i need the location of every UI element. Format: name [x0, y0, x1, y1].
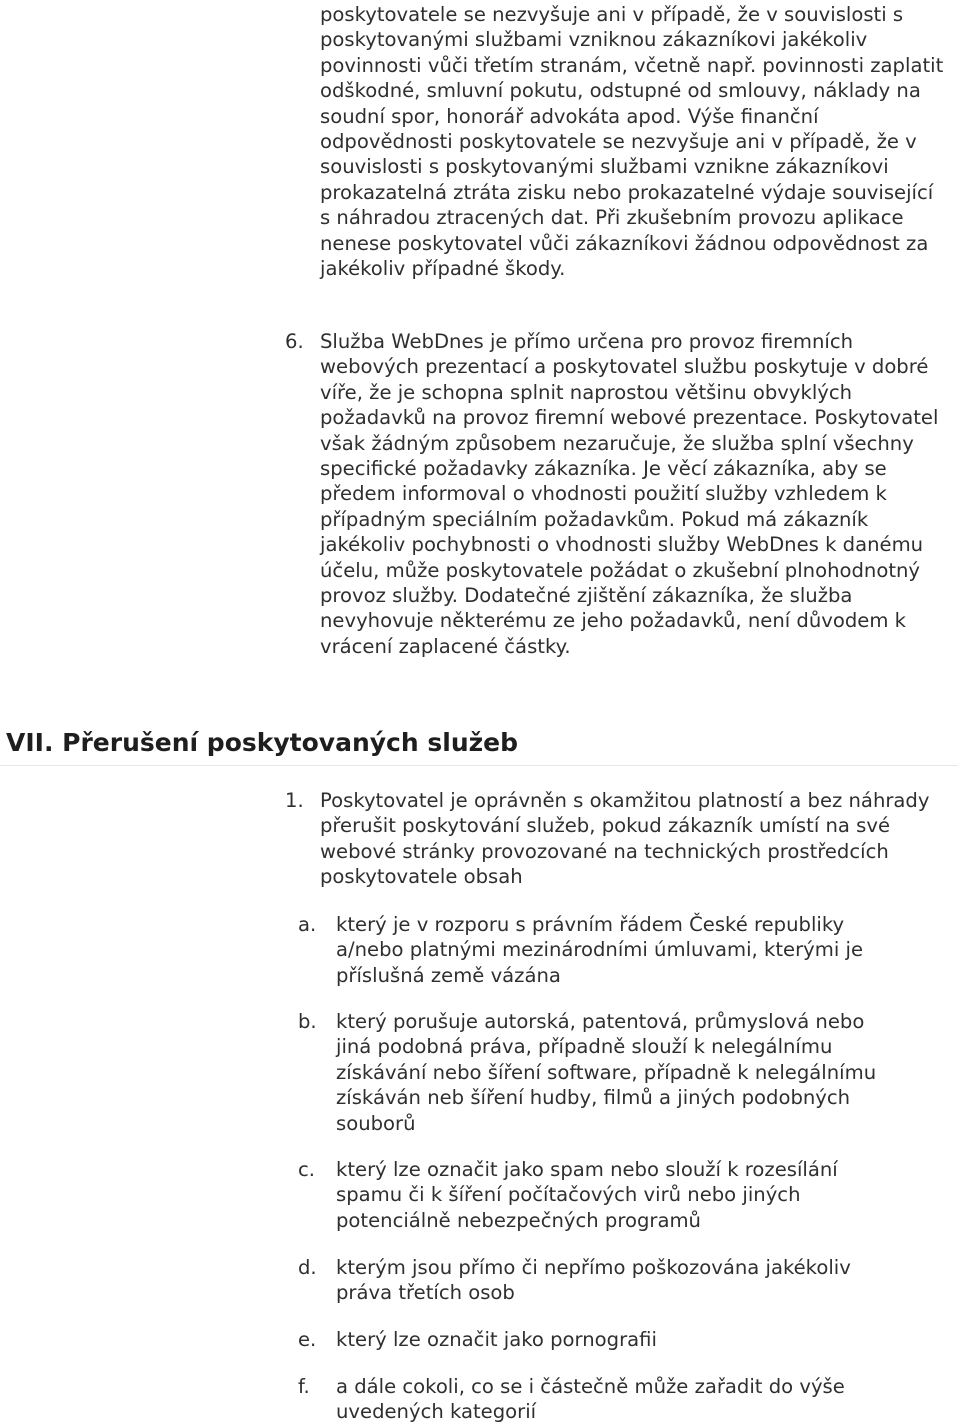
sub-item-label: c.	[298, 1158, 316, 1181]
sub-item-f	[298, 1374, 896, 1425]
sub-item-label: b.	[298, 1010, 317, 1033]
sub-item-b	[298, 1009, 896, 1136]
sub-item-text: který lze označit jako pornografii	[336, 1328, 657, 1351]
sub-item-label: f.	[298, 1375, 310, 1398]
sub-item-d	[298, 1255, 896, 1306]
sub-item-text: kterým jsou přímo či nepřímo poškozována jakékoliv práva třetích osob	[336, 1256, 851, 1305]
section-divider	[0, 765, 958, 766]
sub-item-c	[298, 1157, 896, 1233]
list-item-text: Služba WebDnes je přímo určena pro provoz firemních webových prezentací a poskytovatel službu poskytuje v dobré víře, že je schopna splnit naprostou většinu obvyklých požadavků na provoz firemní webové prezentace. Poskytovatel však žádným způsobem nezaručuje, že služba splní všechny specifické požadavky zákazníka. Je věcí zákazníka, aby se předem informoval o vhodnosti použití služby vzhledem k případným speciálním požadavkům. Pokud má zákazník jakékoliv pochybnosti o vhodnosti služby WebDnes k danému účelu, může poskytovatele požádat o zkušební plnohodnotný provoz služby. Dodatečné zjištění zákazníka, že služba nevyhovuje některému ze jeho požadavků, není důvodem k vrácení zaplacené částky.	[320, 330, 939, 658]
sub-item-text: který porušuje autorská, patentová, průmyslová nebo jiná podobná práva, případně slouží k nelegálnímu získávání nebo šíření software, případně k nelegálnímu získáván neb šíření hudby, filmů a jiných podobných souborů	[336, 1010, 877, 1135]
list-number: 1.	[285, 789, 304, 812]
sub-item-e	[298, 1327, 896, 1352]
sub-item-label: a.	[298, 913, 317, 936]
continuation-paragraph: poskytovatele se nezvyšuje ani v případě, že v souvislosti s poskytovanými službami vzniknou zákazníkovi jakékoliv povinnosti vůči třetím stranám, včetně např. povinnosti zaplatit odškodné, smluvní pokutu, odstupné od smlouvy, náklady na soudní spor, honorář advokáta apod. Výše finanční odpovědnosti poskytovatele se nezvyšuje ani v případě, že v souvislosti s poskytovanými službami vznikne zákazníkovi prokazatelná ztráta zisku nebo prokazatelné výdaje související s náhradou ztracených dat. Při zkušebním provozu aplikace nenese poskytovatel vůči zákazníkovi žádnou odpovědnost za jakékoliv případné škody.	[320, 3, 944, 281]
sub-item-label: e.	[298, 1328, 317, 1351]
sub-item-text: který je v rozporu s právním řádem České republiky a/nebo platnými mezinárodními úmluvami, kterými je příslušná země vázána	[336, 913, 863, 987]
sub-item-text: který lze označit jako spam nebo slouží k rozesílání spamu či k šíření počítačových virů nebo jiných potenciálně nebezpečných programů	[336, 1158, 838, 1232]
list-number: 6.	[285, 330, 304, 353]
sub-item-text: a dále cokoli, co se i částečně může zařadit do výše uvedených kategorií	[336, 1375, 845, 1424]
sub-item-a	[298, 912, 896, 988]
list-item-6	[285, 329, 940, 659]
list-item-text: Poskytovatel je oprávněn s okamžitou platností a bez náhrady přerušit poskytování služeb, pokud zákazník umístí na své webové stránky provozované na technických prostředcích poskytovatele obsah	[320, 789, 930, 889]
sub-item-label: d.	[298, 1256, 317, 1279]
section-heading: VII. Přerušení poskytovaných služeb	[6, 728, 519, 757]
list-item-1	[285, 788, 940, 890]
